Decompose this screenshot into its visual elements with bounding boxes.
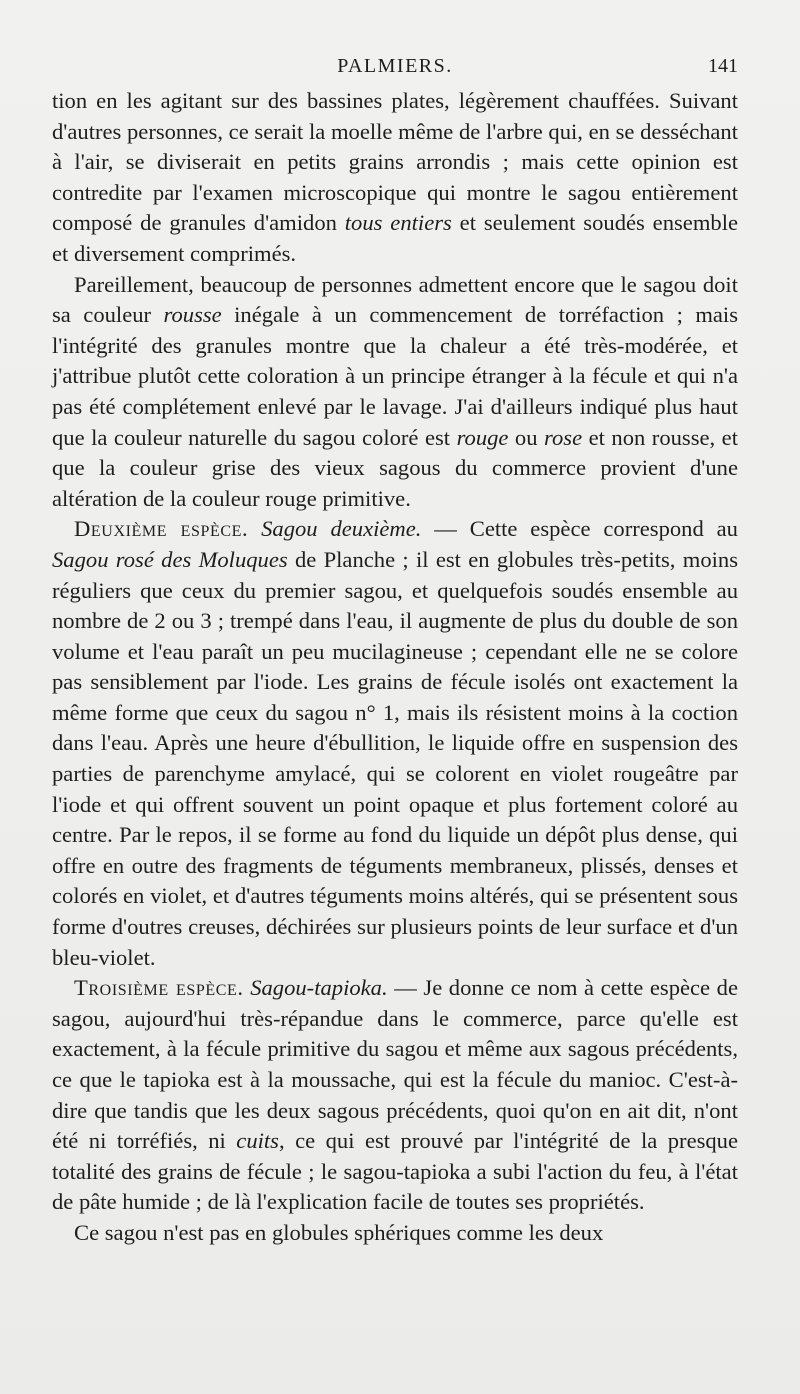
running-title: PALMIERS. [337, 55, 453, 77]
italic-phrase: tous entiers [344, 210, 452, 236]
paragraph-text: et seulement soudés ensemble et diversement comprimés. [52, 210, 738, 266]
paragraph-text: ou [508, 424, 545, 450]
italic-word: rouge [456, 424, 509, 450]
paragraph-third-species [52, 973, 738, 1218]
paragraph-text: tion en les agitant sur des bassines plates, légèrement chauffées. Suivant d'autres personnes, ce serait la moelle même de l'arbre qui, en se desséchant à l'air, se diviserait en petits grains arrondis ; mais cette opinion est contredite par l'examen microscopique qui montre le sagou entièrement composé de granules d'amidon [52, 88, 738, 236]
species-name: Sagou deuxième. [261, 516, 422, 542]
paragraph-text: — Cette espèce correspond au [421, 516, 738, 542]
section-heading: Troisième espèce. [74, 975, 244, 1001]
paragraph-continuation [52, 86, 738, 270]
paragraph-color [52, 270, 738, 515]
section-heading: Deuxième espèce. [74, 516, 249, 542]
page-header [52, 52, 738, 82]
italic-phrase: Sagou rosé des Moluques [52, 546, 288, 572]
italic-word: rousse [163, 302, 222, 328]
paragraph-second-species [52, 514, 738, 973]
paragraph-text: inégale à un commencement de torréfaction ; mais l'intégrité des granules montre que la chaleur a été très-modérée, et j'attribue plutôt cette coloration à un principe étranger à la fécule et qui n'a pas été complétement enlevé par le lavage. J'ai d'ailleurs indiqué plus haut que la couleur naturelle du sagou coloré est [52, 302, 738, 450]
paragraph-text: Ce sagou n'est pas en globules sphériques comme les deux [74, 1219, 604, 1245]
page-number: 141 [708, 55, 738, 77]
species-name: Sagou-tapioka. [250, 975, 388, 1001]
paragraph-text: de Planche ; il est en globules très-petits, moins réguliers que ceux du premier sagou, et quelquefois soudés ensemble au nombre de 2 ou 3 ; trempé dans l'eau, il augmente de plus du double de son volume et l'eau paraît un peu mucilagineuse ; cependant elle ne se colore pas sensiblement par l'iode. Les grains de fécule isolés ont exactement la même forme que ceux du sagou n° 1, mais ils résistent moins à la coction dans l'eau. Après une heure d'ébullition, le liquide offre en suspension des parties de parenchyme amylacé, qui se colorent en violet rougeâtre par l'iode et qui offrent souvent un point opaque et plus fortement coloré au centre. Par le repos, il se forme au fond du liquide un dépôt plus dense, qui offre en outre des fragments de téguments membraneux, plissés, denses et colorés en violet, et d'autres téguments moins altérés, qui se présentent sous forme d'outres creuses, déchirées sur plusieurs points de leur surface et d'un bleu-violet. [52, 546, 738, 970]
paragraph-text: , ce qui est prouvé par l'intégrité de la presque totalité des grains de fécule ; le sagou-tapioka a subi l'action du feu, à l'état de pâte humide ; de là l'explication facile de toutes ses propriétés. [52, 1128, 739, 1215]
italic-word: cuits [236, 1128, 279, 1154]
italic-word: rose [544, 424, 583, 450]
paragraph-final [52, 1218, 738, 1249]
paragraph-text: Pareillement, beaucoup de personnes admettent encore que le sagou doit sa couleur [52, 271, 738, 328]
body-text [52, 86, 738, 1249]
paragraph-text: et non rousse, et que la couleur grise des vieux sagous du commerce provient d'une altération de la couleur rouge primitive. [52, 424, 738, 511]
paragraph-text: — Je donne ce nom à cette espèce de sagou, aujourd'hui très-répandue dans le commerce, parce qu'elle est exactement, à la fécule primitive du sagou et même aux sagous précédents, ce que le tapioka est à la moussache, qui est la fécule du manioc. C'est-à-dire que tandis que les deux sagous précédents, quoi qu'on en ait dit, n'ont été ni torréfiés, ni [52, 975, 738, 1154]
